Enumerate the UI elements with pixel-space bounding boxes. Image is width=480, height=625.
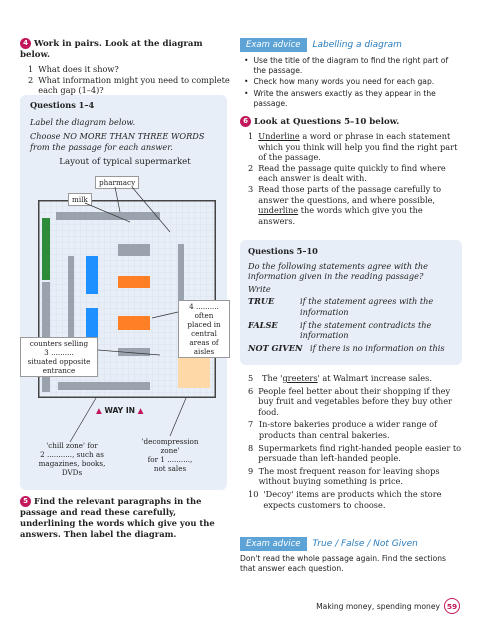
exam-advice-labelling — [240, 38, 462, 110]
list-item: 9 The most frequent reason for leaving shops without buying something is price. — [248, 465, 440, 487]
page-number: 59 — [444, 598, 460, 614]
gap-4-text: often placed in central areas of aisles — [187, 311, 221, 356]
list-item: 8 Supermarkets find right-handed people easier to persuade than left-handed people. — [248, 442, 462, 464]
instruction: Label the diagram below. — [30, 116, 136, 127]
answer-key-row: TRUE if the statement agrees with the information — [248, 296, 434, 317]
exam-advice-tag: Exam advice — [240, 537, 307, 551]
label-pharmacy: pharmacy — [95, 176, 139, 189]
exam-advice-title: Labelling a diagram — [312, 40, 402, 50]
questions-5-10-instructions — [248, 246, 458, 353]
exercise-number: 5 — [20, 496, 31, 507]
exercise-6 — [240, 116, 462, 226]
exercise-5-text: Find the relevant paragraphs in the passage and read these carefully, underlining the words which give you the answers. Then label the diagram. — [20, 496, 215, 539]
list-item: 1 What does it show? — [28, 64, 119, 74]
page-footer — [316, 598, 460, 614]
gap-3-line-1: counters selling — [29, 339, 89, 348]
chill-zone-line-1: 'chill zone' for — [46, 441, 98, 450]
list-item: 10 'Decoy' items are products which the store expects customers to choose. — [248, 488, 442, 510]
statements-list — [248, 373, 462, 510]
exercise-6-title: Look at Questions 5–10 below. — [254, 117, 400, 127]
gap-4-number: 4 .......... — [189, 302, 219, 311]
instruction-write: Write — [248, 283, 271, 294]
instruction: Choose NO MORE THAN THREE WORDS from the passage for each answer. — [30, 131, 205, 152]
instruction: Do the following statements agree with the information given in the reading passage? — [248, 260, 428, 282]
decompression-line-1: 'decompression zone' — [141, 437, 199, 455]
answer-key-row: FALSE if the statement contradicts the information — [248, 319, 432, 341]
exercise-5 — [20, 496, 230, 540]
list-item: 1 Underline a word or phrase in each statement which you think will help you find the right part of the passage. — [248, 131, 458, 163]
list-item: 2 What information might you need to complete each gap (1–4)? — [28, 74, 230, 96]
answer-key-row: NOT GIVEN if there is no information on this — [248, 342, 445, 353]
arrow-up-icon: ▲ — [96, 406, 102, 415]
gap-3-line-2: situated opposite entrance — [27, 357, 91, 375]
decompression-line-2: not sales — [153, 464, 187, 473]
advice-bullets — [240, 56, 462, 109]
exercise-6-list — [240, 131, 462, 226]
advice-text: Don't read the whole passage again. Find the sections that answer each question. — [240, 554, 447, 574]
list-item: 3 Read those parts of the passage carefully to answer the questions, and where possible, underline the words which give you the answers. — [248, 183, 442, 226]
chill-zone-line-2: magazines, books, DVDs — [38, 459, 106, 477]
list-item: • Use the title of the diagram to find the right part of the passage. — [244, 56, 449, 76]
label-milk: milk — [68, 193, 92, 206]
footer-text: Making money, spending money — [316, 601, 440, 611]
list-item: 7 In-store bakeries produce a wider range of products than central bakeries. — [248, 419, 438, 440]
questions-heading: Questions 5–10 — [248, 246, 318, 256]
exam-advice-true-false — [240, 537, 462, 574]
exam-advice-tag: Exam advice — [240, 38, 307, 52]
questions-heading: Questions 1–4 — [30, 100, 95, 110]
list-item: • Write the answers exactly as they appear in the passage. — [244, 88, 436, 108]
exercise-4-title: Work in pairs. Look at the diagram below. — [20, 39, 203, 60]
exercise-number: 6 — [240, 116, 251, 127]
exercise-number: 4 — [20, 38, 31, 49]
answer-key — [248, 296, 458, 353]
diagram-title: Layout of typical supermarket — [59, 157, 191, 168]
list-item: 5 The 'greeters' at Walmart increase sales. — [248, 373, 432, 383]
chill-zone-number: 2 ..........., such as — [40, 450, 104, 459]
arrow-up-icon: ▲ — [137, 406, 144, 415]
way-in-label: ▲ WAY IN ▲ — [96, 406, 144, 415]
list-item: 2 Read the passage quite quickly to find where each answer is dealt with. — [248, 162, 446, 184]
exam-advice-title: True / False / Not Given — [312, 539, 418, 549]
list-item: 6 People feel better about their shopping if they buy fruit and vegetables before they buy other food. — [248, 385, 452, 417]
decompression-number: for 1 .........., — [147, 455, 193, 464]
gap-3-number: 3 .......... — [44, 348, 74, 357]
list-item: • Check how many words you need for each gap. — [244, 77, 435, 87]
